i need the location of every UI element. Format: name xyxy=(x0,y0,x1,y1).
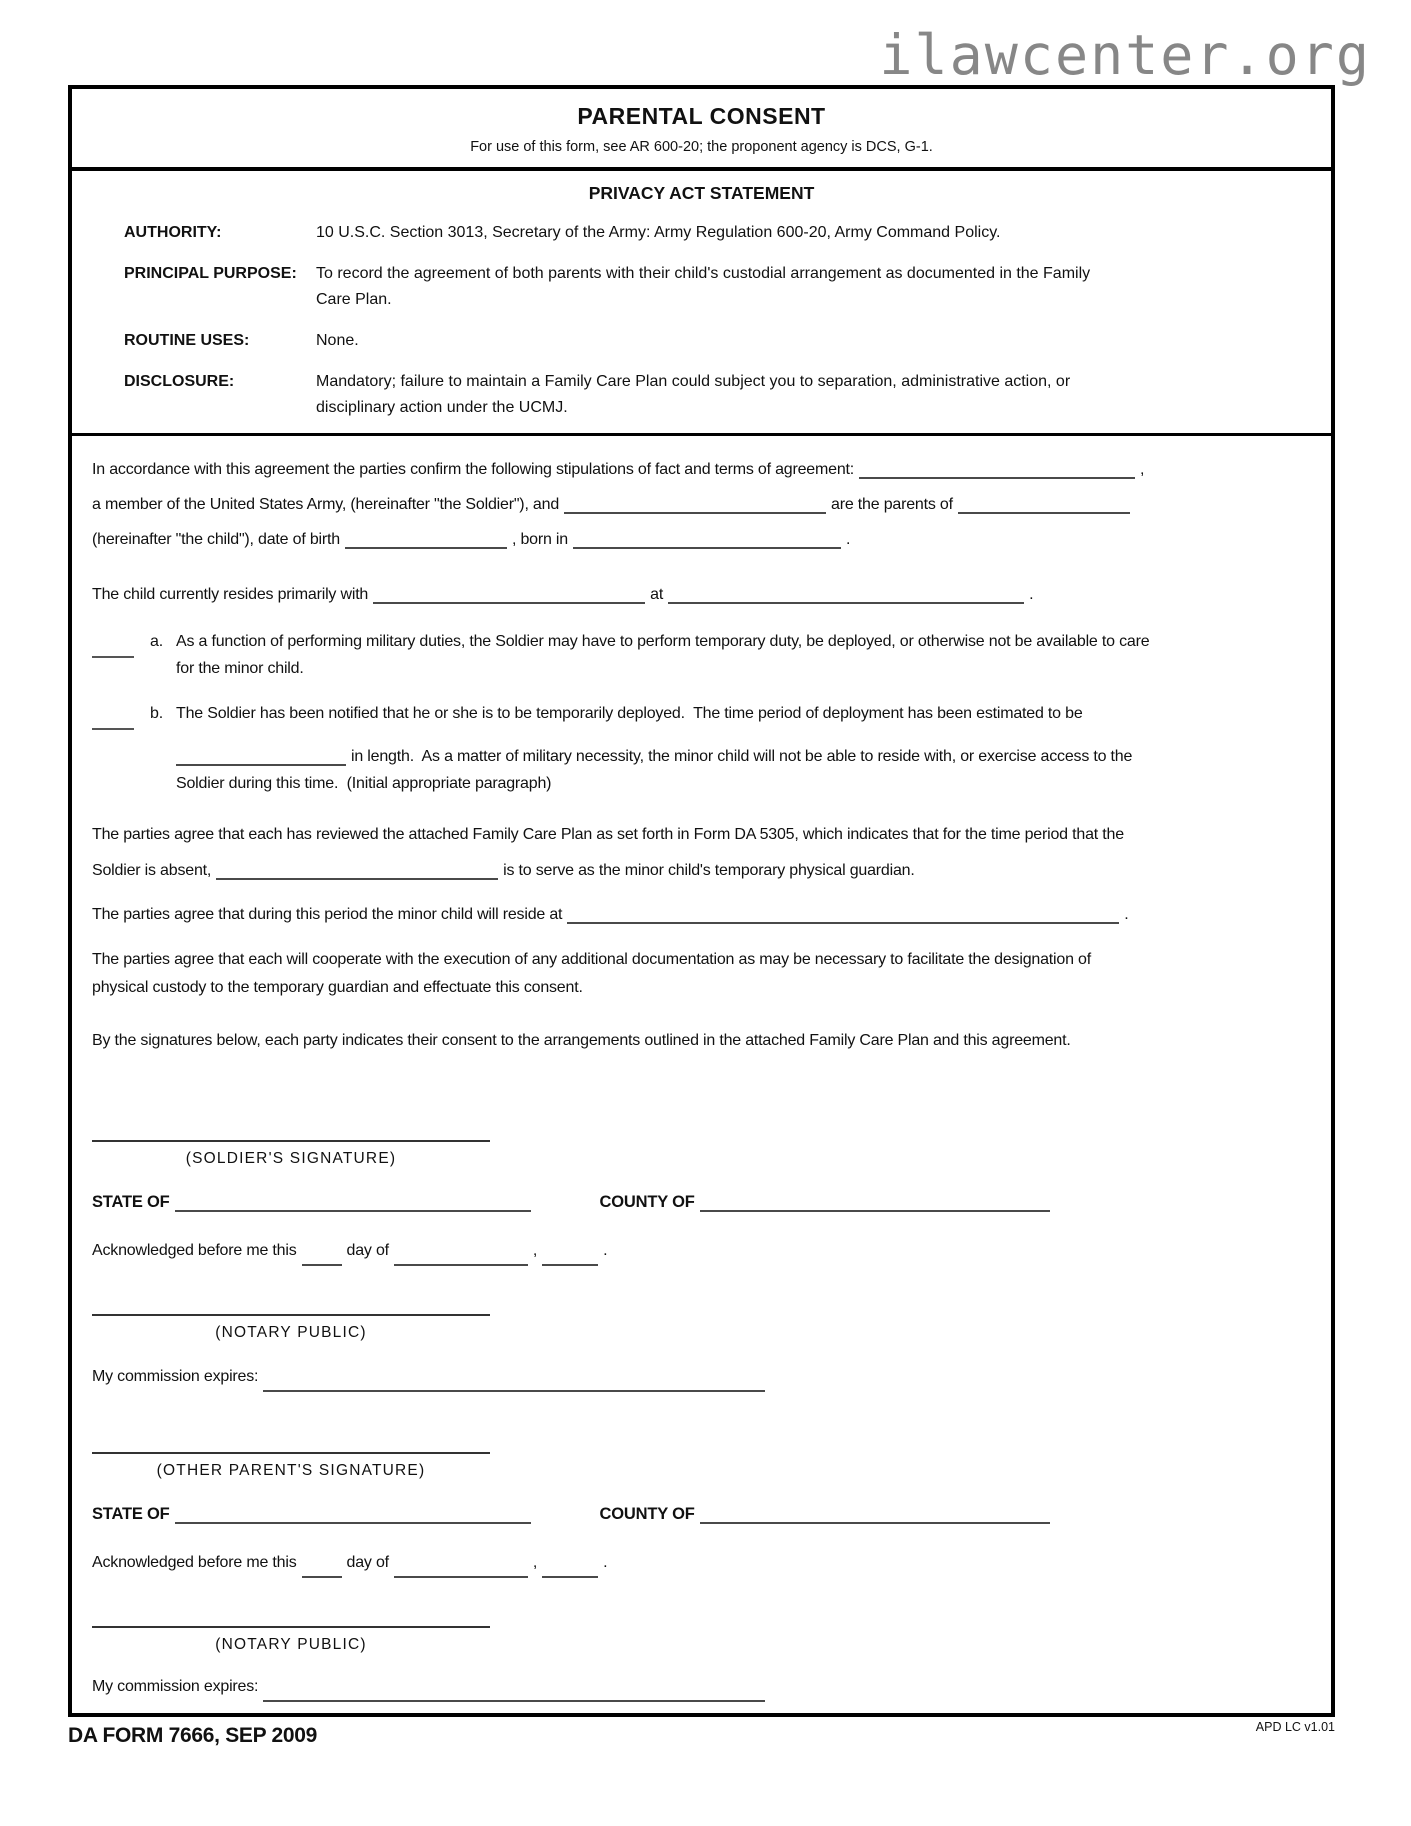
disclosure-line2: disciplinary action under the UCMJ. xyxy=(316,399,568,416)
form-number: DA FORM 7666, SEP 2009 xyxy=(68,1724,318,1747)
form-subtitle: For use of this form, see AR 600-20; the proponent agency is DCS, G-1. xyxy=(470,139,933,155)
soldier-notary-signature-line[interactable] xyxy=(92,1314,490,1316)
other-parent-signature-label: (OTHER PARENT'S SIGNATURE) xyxy=(156,1462,426,1479)
day-of-text: day of xyxy=(346,1554,389,1571)
resides-with-field[interactable] xyxy=(373,582,645,604)
fcp-text-2b: is to serve as the minor child's temporary physical guardian. xyxy=(503,862,915,879)
fcp-line-2 xyxy=(92,853,1307,889)
soldier-ack-year-field[interactable] xyxy=(542,1244,598,1266)
principal-purpose-line2: Care Plan. xyxy=(316,291,392,308)
principal-purpose-text xyxy=(316,261,1090,313)
title-section xyxy=(72,89,1331,171)
soldier-county-field[interactable] xyxy=(700,1190,1050,1212)
state-of-label: STATE OF xyxy=(92,1505,170,1523)
resides-line xyxy=(92,577,1307,612)
initials-a-field[interactable] xyxy=(92,654,134,658)
soldier-acknowledged-row xyxy=(92,1233,1307,1266)
privacy-row-authority xyxy=(72,220,1331,246)
other-parent-name-field[interactable] xyxy=(564,492,826,514)
period-text: . xyxy=(1124,906,1129,923)
soldier-commission-row xyxy=(92,1359,1307,1392)
resides-text: The child currently resides primarily with xyxy=(92,586,369,603)
acknowledged-text: Acknowledged before me this xyxy=(92,1554,297,1571)
soldier-signature-label: (SOLDIER'S SIGNATURE) xyxy=(185,1150,397,1167)
privacy-row-disclosure xyxy=(72,369,1331,421)
fcp-text-1: The parties agree that each has reviewed the attached Family Care Plan as set forth in Form DA 5305, which indicates that for the time period that the xyxy=(92,826,1124,843)
form-version: APD LC v1.01 xyxy=(1255,1720,1335,1734)
paragraph-b-letter: b. xyxy=(150,705,163,722)
cooperate-line-1 xyxy=(92,946,1307,974)
form-title: PARENTAL CONSENT xyxy=(577,103,826,129)
fcp-line-1 xyxy=(92,817,1307,853)
comma-text: , xyxy=(1140,461,1145,478)
soldier-signature-line[interactable] xyxy=(92,1140,490,1142)
privacy-act-heading: PRIVACY ACT STATEMENT xyxy=(588,183,815,203)
state-of-label: STATE OF xyxy=(92,1193,170,1211)
intro-line-1 xyxy=(92,452,1307,487)
initials-b-field[interactable] xyxy=(92,726,134,730)
routine-uses-line1: None. xyxy=(316,332,359,349)
disclosure-text xyxy=(316,369,1070,421)
agreement-section xyxy=(72,436,1331,1702)
acknowledged-text: Acknowledged before me this xyxy=(92,1242,297,1259)
privacy-row-principal-purpose xyxy=(72,261,1331,313)
soldier-state-county-row xyxy=(92,1185,1307,1217)
other-parent-ack-day-field[interactable] xyxy=(302,1556,342,1578)
resides-at-text: at xyxy=(650,586,664,603)
principal-purpose-line1: To record the agreement of both parents with their child's custodial arrangement as documented in the Family xyxy=(316,265,1091,282)
paragraph-a-line1: As a function of performing military duties, the Soldier may have to perform temporary duty, be deployed, or otherwise not be available to care xyxy=(176,633,1150,650)
form-container xyxy=(68,85,1335,1717)
privacy-act-section xyxy=(72,171,1331,436)
guardian-name-field[interactable] xyxy=(216,858,498,880)
cooperate-text-2: physical custody to the temporary guardian and effectuate this consent. xyxy=(92,979,583,996)
other-parent-signature-block xyxy=(92,1452,1307,1702)
reside-address-field[interactable] xyxy=(567,902,1119,924)
soldier-state-field[interactable] xyxy=(175,1190,531,1212)
intro-text-1: In accordance with this agreement the parties confirm the following stipulations of fact and terms of agreement: xyxy=(92,461,855,478)
county-of-label: COUNTY OF xyxy=(599,1505,695,1523)
period-text: . xyxy=(845,531,851,548)
watermark: ilawcenter.org xyxy=(879,23,1371,87)
principal-purpose-label: PRINCIPAL PURPOSE: xyxy=(124,265,297,282)
period-text: . xyxy=(603,1554,608,1571)
paragraph-a-line2: for the minor child. xyxy=(176,660,304,677)
other-parent-commission-date-field[interactable] xyxy=(263,1680,765,1702)
other-parent-ack-month-field[interactable] xyxy=(394,1556,528,1578)
cooperate-line-2 xyxy=(92,974,1307,1002)
soldier-commission-date-field[interactable] xyxy=(263,1370,765,1392)
paragraph-b-line3: Soldier during this time. (Initial appropriate paragraph) xyxy=(176,775,552,792)
privacy-row-routine-uses xyxy=(72,328,1331,354)
county-of-label: COUNTY OF xyxy=(599,1193,695,1211)
signatures-intro-line xyxy=(92,1024,1307,1058)
comma-text: , xyxy=(532,1554,538,1571)
fcp-text-2a: Soldier is absent, xyxy=(92,862,212,879)
other-parent-county-field[interactable] xyxy=(700,1502,1050,1524)
soldier-ack-month-field[interactable] xyxy=(394,1244,528,1266)
child-name-field[interactable] xyxy=(958,492,1130,514)
other-parent-notary-signature-line[interactable] xyxy=(92,1626,490,1628)
period-text: . xyxy=(1029,586,1034,603)
soldier-notary-label: (NOTARY PUBLIC) xyxy=(215,1324,367,1341)
disclosure-line1: Mandatory; failure to maintain a Family Care Plan could subject you to separation, administrative action, or xyxy=(316,373,1071,390)
routine-uses-text xyxy=(316,328,359,354)
day-of-text: day of xyxy=(346,1242,389,1259)
reside-at-text: The parties agree that during this period the minor child will reside at xyxy=(92,906,563,923)
intro-text-3b: , born in xyxy=(511,531,568,548)
disclosure-label: DISCLOSURE: xyxy=(124,373,235,390)
paragraph-b-line2-text: in length. As a matter of military necessity, the minor child will not be able to reside with, or exercise access to the xyxy=(351,748,1133,765)
fcp-paragraph xyxy=(92,817,1307,889)
other-parent-commission-row xyxy=(92,1669,1307,1702)
other-parent-signature-line[interactable] xyxy=(92,1452,490,1454)
paragraph-b-text xyxy=(176,700,1307,797)
paragraph-a xyxy=(92,628,1307,682)
paragraph-a-text xyxy=(176,628,1307,682)
paragraph-b xyxy=(92,700,1307,797)
paragraph-a-letter: a. xyxy=(150,633,163,650)
paragraph-b-line1: The Soldier has been notified that he or she is to be temporarily deployed. The time period of deployment has been estimated to be xyxy=(176,705,1083,722)
intro-text-2b: are the parents of xyxy=(831,496,953,513)
soldier-name-field[interactable] xyxy=(859,457,1135,479)
intro-text-2: a member of the United States Army, (hereinafter "the Soldier"), and xyxy=(92,496,560,513)
routine-uses-label: ROUTINE USES: xyxy=(124,332,250,349)
other-parent-notary-label: (NOTARY PUBLIC) xyxy=(215,1636,367,1653)
commission-expires-label: My commission expires: xyxy=(92,1678,259,1695)
authority-line1: 10 U.S.C. Section 3013, Secretary of the Army: Army Regulation 600-20, Army Command Policy. xyxy=(316,224,1001,241)
resides-address-field[interactable] xyxy=(668,582,1024,604)
period-text: . xyxy=(603,1242,608,1259)
cooperate-text-1: The parties agree that each will cooperate with the execution of any additional documentation as may be necessary to facilitate the designation of xyxy=(92,951,1091,968)
date-of-birth-field[interactable] xyxy=(345,527,507,549)
other-parent-ack-year-field[interactable] xyxy=(542,1556,598,1578)
other-parent-state-county-row xyxy=(92,1497,1307,1529)
soldier-ack-day-field[interactable] xyxy=(302,1244,342,1266)
commission-expires-label: My commission expires: xyxy=(92,1368,259,1385)
soldier-signature-block xyxy=(92,1140,1307,1392)
other-parent-state-field[interactable] xyxy=(175,1502,531,1524)
paragraph-b-line2 xyxy=(176,739,1307,770)
intro-line-2 xyxy=(92,487,1307,522)
authority-text xyxy=(316,220,1000,246)
intro-text-3: (hereinafter "the child"), date of birth xyxy=(92,531,340,548)
authority-label: AUTHORITY: xyxy=(124,224,222,241)
birthplace-field[interactable] xyxy=(573,527,841,549)
deployment-length-field[interactable] xyxy=(176,744,346,766)
intro-line-3 xyxy=(92,522,1307,557)
comma-text: , xyxy=(532,1242,538,1259)
other-parent-acknowledged-row xyxy=(92,1545,1307,1578)
signatures-intro-text: By the signatures below, each party indicates their consent to the arrangements outlined in the attached Family Care Plan and this agreement. xyxy=(92,1032,1071,1049)
cooperate-paragraph xyxy=(92,946,1307,1002)
reside-at-line xyxy=(92,897,1307,932)
